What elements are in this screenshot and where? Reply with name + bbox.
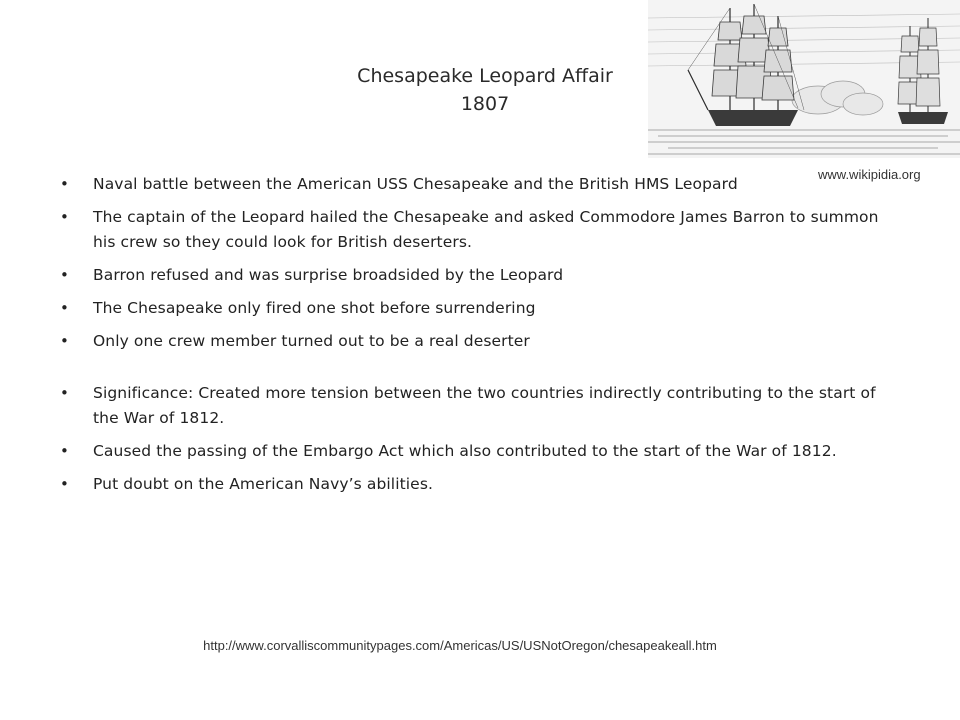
bullet-text: Barron refused and was surprise broadsided by the Leopard — [93, 266, 564, 284]
bullet-text: Caused the passing of the Embargo Act which also contributed to the start of the War of 1812. — [93, 442, 837, 460]
title-year: 1807 — [460, 93, 510, 115]
bullet-item — [60, 296, 900, 321]
bullet-dot: • — [60, 175, 69, 193]
bullet-text: Only one crew member turned out to be a real deserter — [93, 332, 530, 350]
bullet-item — [60, 172, 900, 197]
bullet-list — [60, 172, 900, 505]
bullet-dot: • — [60, 384, 69, 402]
bullet-dot: • — [60, 208, 69, 226]
source-link[interactable]: http://www.corvalliscommunitypages.com/Americas/US/USNotOregon/chesapeakeall.htm — [203, 638, 717, 653]
ships-illustration — [648, 0, 960, 158]
bullet-dot: • — [60, 332, 69, 350]
bullet-item — [60, 472, 900, 497]
image-credit: www.wikipidia.org — [818, 167, 921, 182]
bullet-dot: • — [60, 299, 69, 317]
bullet-text: Put doubt on the American Navy’s abilities. — [93, 475, 434, 493]
bullet-dot: • — [60, 442, 69, 460]
bullet-item — [60, 205, 900, 255]
bullet-item — [60, 263, 900, 288]
bullet-text: Significance: Created more tension between the two countries indirectly contributing to the start of the War of 1812. — [93, 384, 876, 427]
bullet-text: The Chesapeake only fired one shot before surrendering — [93, 299, 536, 317]
bullet-item — [60, 329, 900, 354]
bullet-text: The captain of the Leopard hailed the Chesapeake and asked Commodore James Barron to summon his crew so they could look for British deserters. — [93, 208, 879, 251]
bullet-text: Naval battle between the American USS Chesapeake and the British HMS Leopard — [93, 175, 738, 193]
bullet-dot: • — [60, 475, 69, 493]
bullet-item — [60, 381, 900, 431]
bullet-item — [60, 439, 900, 464]
bullet-dot: • — [60, 266, 69, 284]
title-text: Chesapeake Leopard Affair — [357, 65, 613, 87]
slide-title — [300, 62, 670, 118]
